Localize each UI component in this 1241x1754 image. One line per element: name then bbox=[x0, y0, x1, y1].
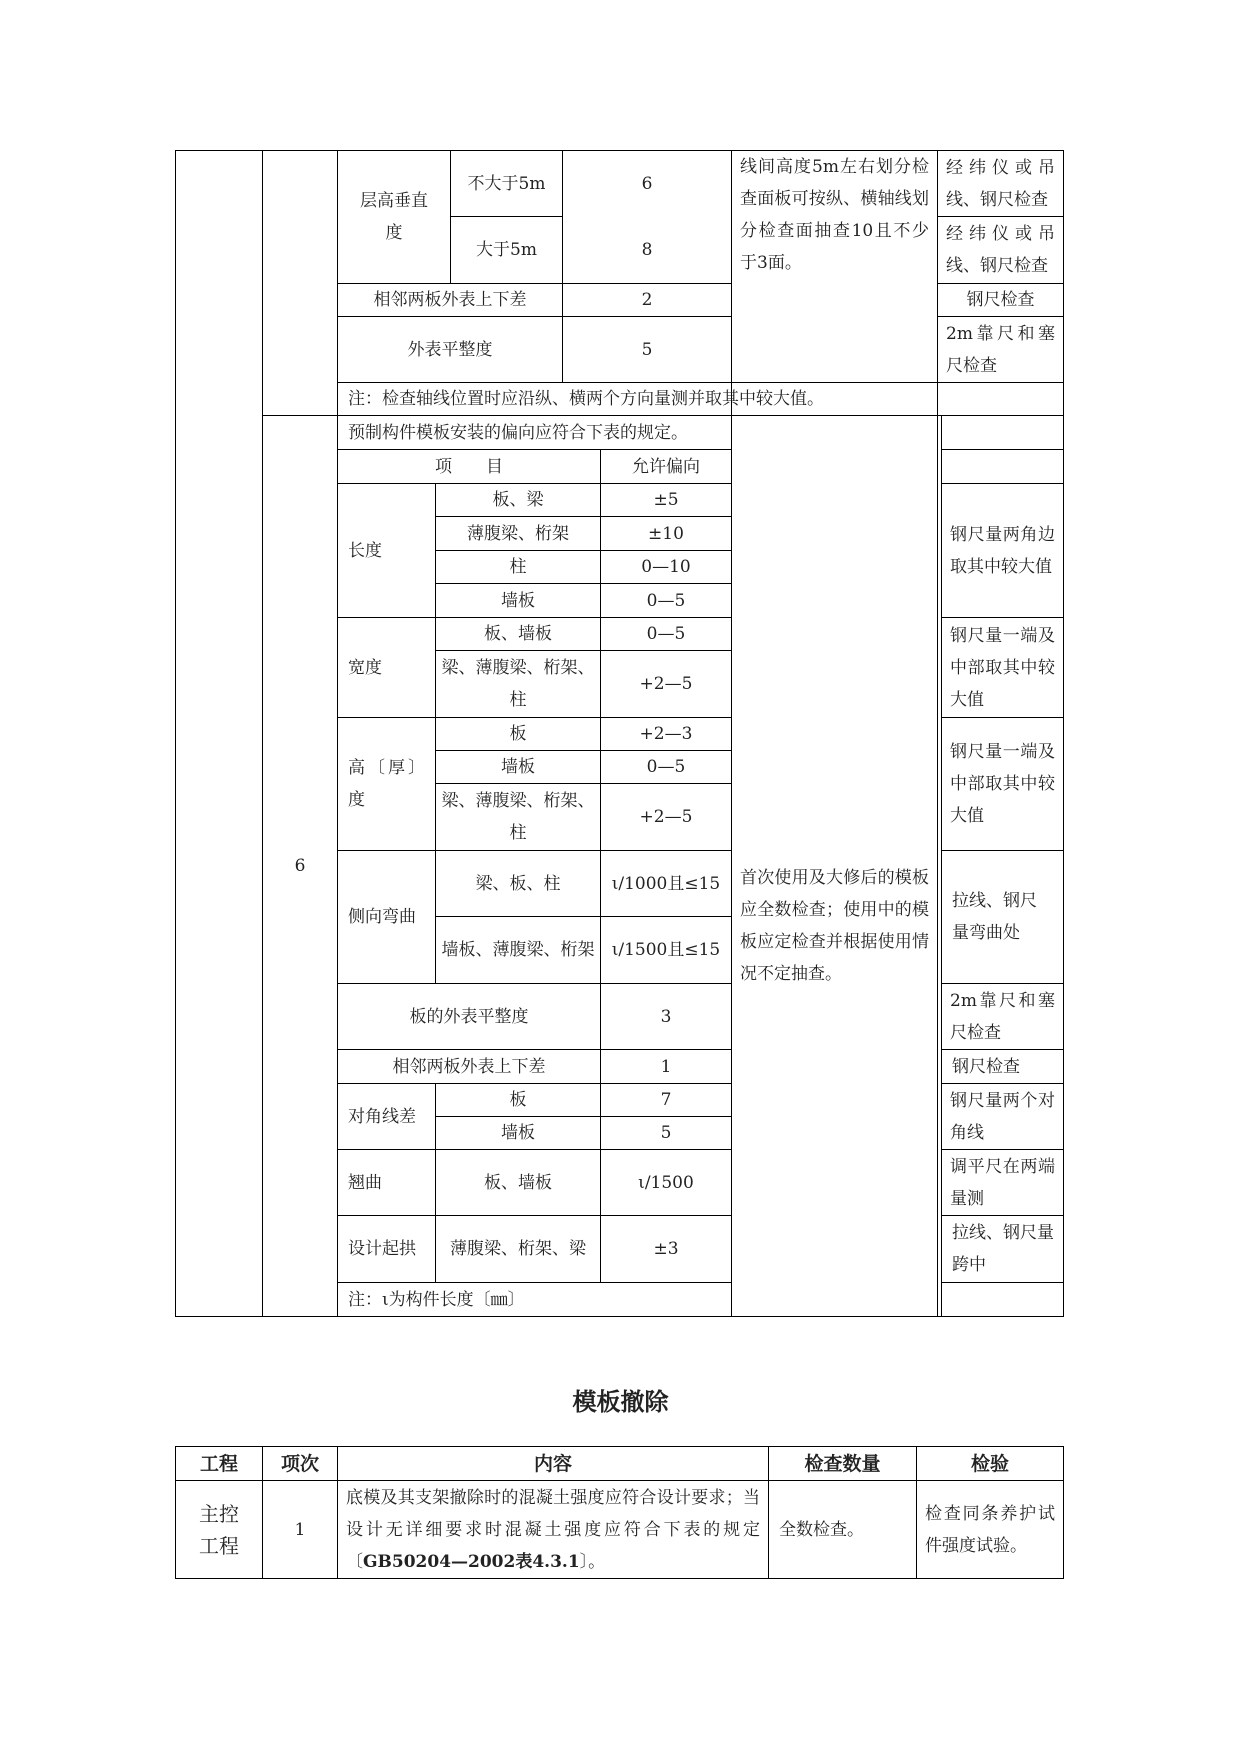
header-index: 项次 bbox=[280, 1452, 319, 1475]
adjacent-value: 2 bbox=[641, 290, 653, 310]
value-cell: 8 bbox=[641, 240, 653, 260]
header-project: 工程 bbox=[199, 1452, 238, 1475]
row-content-tail: 〕。 bbox=[579, 1551, 606, 1572]
sub-cell: 梁、薄腹梁、桁架、柱 bbox=[441, 791, 595, 843]
length-label: 长度 bbox=[348, 540, 382, 561]
allow-cell: 0—10 bbox=[641, 557, 691, 577]
sub-cell: 梁、板、柱 bbox=[475, 873, 561, 894]
sub-cell: 墙板 bbox=[501, 1123, 535, 1143]
flatness-method: 2m靠尺和塞尺检查 bbox=[946, 323, 1055, 376]
adjacent2-label: 相邻两板外表上下差 bbox=[392, 1056, 546, 1077]
height-method: 钢尺量一端及中部取其中较大值 bbox=[950, 742, 1055, 826]
allow-cell: 0—5 bbox=[646, 757, 686, 777]
header-item: 项 目 bbox=[435, 456, 503, 477]
sub-cell: 板 bbox=[509, 1090, 527, 1110]
length-method: 钢尺量两角边取其中较大值 bbox=[950, 524, 1055, 577]
flatness-label: 外表平整度 bbox=[407, 339, 493, 360]
allow-cell: 0—5 bbox=[646, 590, 686, 611]
sub-cell: 墙板、薄腹梁、桁架 bbox=[441, 940, 595, 960]
width-method: 钢尺量一端及中部取其中较大值 bbox=[950, 625, 1055, 710]
flatness-value: 5 bbox=[641, 339, 653, 360]
sub-cell: 柱 bbox=[509, 557, 527, 577]
adjacent2-value: 1 bbox=[660, 1056, 672, 1077]
row-index: 1 bbox=[294, 1519, 306, 1540]
sub-cell: 板 bbox=[509, 724, 527, 744]
allow-cell: 5 bbox=[660, 1123, 672, 1143]
bend-label: 侧向弯曲 bbox=[348, 907, 416, 927]
allow-cell: ±5 bbox=[653, 490, 679, 510]
section-title: 模板撤除 bbox=[572, 1388, 669, 1416]
adjacent-method: 钢尺检查 bbox=[966, 290, 1035, 310]
precast-index: 6 bbox=[294, 856, 306, 876]
allow-cell: +2—3 bbox=[639, 724, 693, 744]
arch-value: ±3 bbox=[653, 1239, 679, 1259]
row-quantity: 全数检查。 bbox=[779, 1519, 864, 1540]
allow-cell: +2—5 bbox=[639, 674, 693, 694]
upper-quantity: 线间高度5m左右划分检查面板可按纵、横轴线划分检查面抽查10且不少于3面。 bbox=[740, 157, 929, 273]
precast-intro: 预制构件模板安装的偏向应符合下表的规定。 bbox=[348, 422, 688, 443]
warp-sub: 板、墙板 bbox=[484, 1172, 552, 1193]
sub-cell: 梁、薄腹梁、桁架、柱 bbox=[441, 658, 595, 710]
plate-flat-method: 2m靠尺和塞尺检查 bbox=[950, 990, 1055, 1043]
diagonal-label: 对角线差 bbox=[348, 1106, 416, 1127]
warp-method: 调平尺在两端量测 bbox=[950, 1156, 1055, 1209]
sub-cell: 板、墙板 bbox=[484, 624, 552, 644]
allow-cell: +2—5 bbox=[639, 807, 693, 827]
allow-cell: ι/1000且≤15 bbox=[611, 873, 721, 894]
row-content-text: 底模及其支架撤除时的混凝土强度应符合设计要求；当设计无详细要求时混凝土强度应符合下表的规定〔 bbox=[346, 1487, 760, 1572]
precast-note: 注：ι为构件长度〔㎜〕 bbox=[348, 1289, 525, 1310]
sub-cell: 薄腹梁、桁架 bbox=[467, 523, 569, 544]
allow-cell: ±10 bbox=[648, 523, 684, 544]
row-content-ref: GB50204—2002表4.3.1 bbox=[363, 1551, 580, 1572]
warp-label: 翘曲 bbox=[348, 1172, 382, 1193]
diagonal-method: 钢尺量两个对角线 bbox=[950, 1090, 1055, 1143]
sub-cell: 墙板 bbox=[501, 757, 535, 777]
allow-cell: 7 bbox=[660, 1090, 672, 1110]
value-cell: 6 bbox=[641, 173, 653, 194]
row-content bbox=[338, 1481, 768, 1578]
sub-cell: 板、梁 bbox=[492, 490, 544, 510]
header-quantity: 检查数量 bbox=[804, 1452, 881, 1475]
cond-cell: 不大于5m bbox=[467, 173, 546, 194]
arch-sub: 薄腹梁、桁架、梁 bbox=[450, 1239, 586, 1259]
arch-method: 拉线、钢尺量跨中 bbox=[952, 1223, 1054, 1275]
plate-flat-label: 板的外表平整度 bbox=[409, 1006, 529, 1027]
upper-note: 注：检查轴线位置时应沿纵、横两个方向量测并取其中较大值。 bbox=[348, 389, 824, 409]
allow-cell: ι/1500且≤15 bbox=[611, 940, 721, 960]
allow-cell: 0—5 bbox=[646, 624, 686, 644]
method-cell: 经纬仪或吊线、钢尺检查 bbox=[946, 157, 1055, 210]
header-inspect: 检验 bbox=[970, 1452, 1009, 1475]
row-project: 主控工程 bbox=[199, 1501, 239, 1558]
method-cell: 经纬仪或吊线、钢尺检查 bbox=[946, 224, 1055, 276]
header-allow: 允许偏向 bbox=[632, 456, 700, 477]
plate-flat-value: 3 bbox=[660, 1006, 672, 1027]
height-label: 高〔厚〕度 bbox=[348, 758, 425, 810]
precast-quantity: 首次使用及大修后的模板应全数检查；使用中的模板应定检查并根据使用情况不定抽查。 bbox=[740, 868, 929, 984]
header-content: 内容 bbox=[533, 1452, 572, 1475]
width-label: 宽度 bbox=[348, 657, 382, 678]
warp-value: ι/1500 bbox=[638, 1172, 694, 1193]
adjacent2-method: 钢尺检查 bbox=[952, 1056, 1020, 1077]
bend-method: 拉线、钢尺量弯曲处 bbox=[952, 891, 1037, 943]
sub-cell: 墙板 bbox=[501, 590, 535, 611]
row-inspect: 检查同条养护试件强度试验。 bbox=[925, 1503, 1055, 1556]
arch-label: 设计起拱 bbox=[348, 1239, 416, 1259]
layer-vertical-label: 层高垂直度 bbox=[360, 191, 428, 243]
cond-cell: 大于5m bbox=[476, 240, 537, 260]
adjacent-label: 相邻两板外表上下差 bbox=[373, 290, 527, 310]
